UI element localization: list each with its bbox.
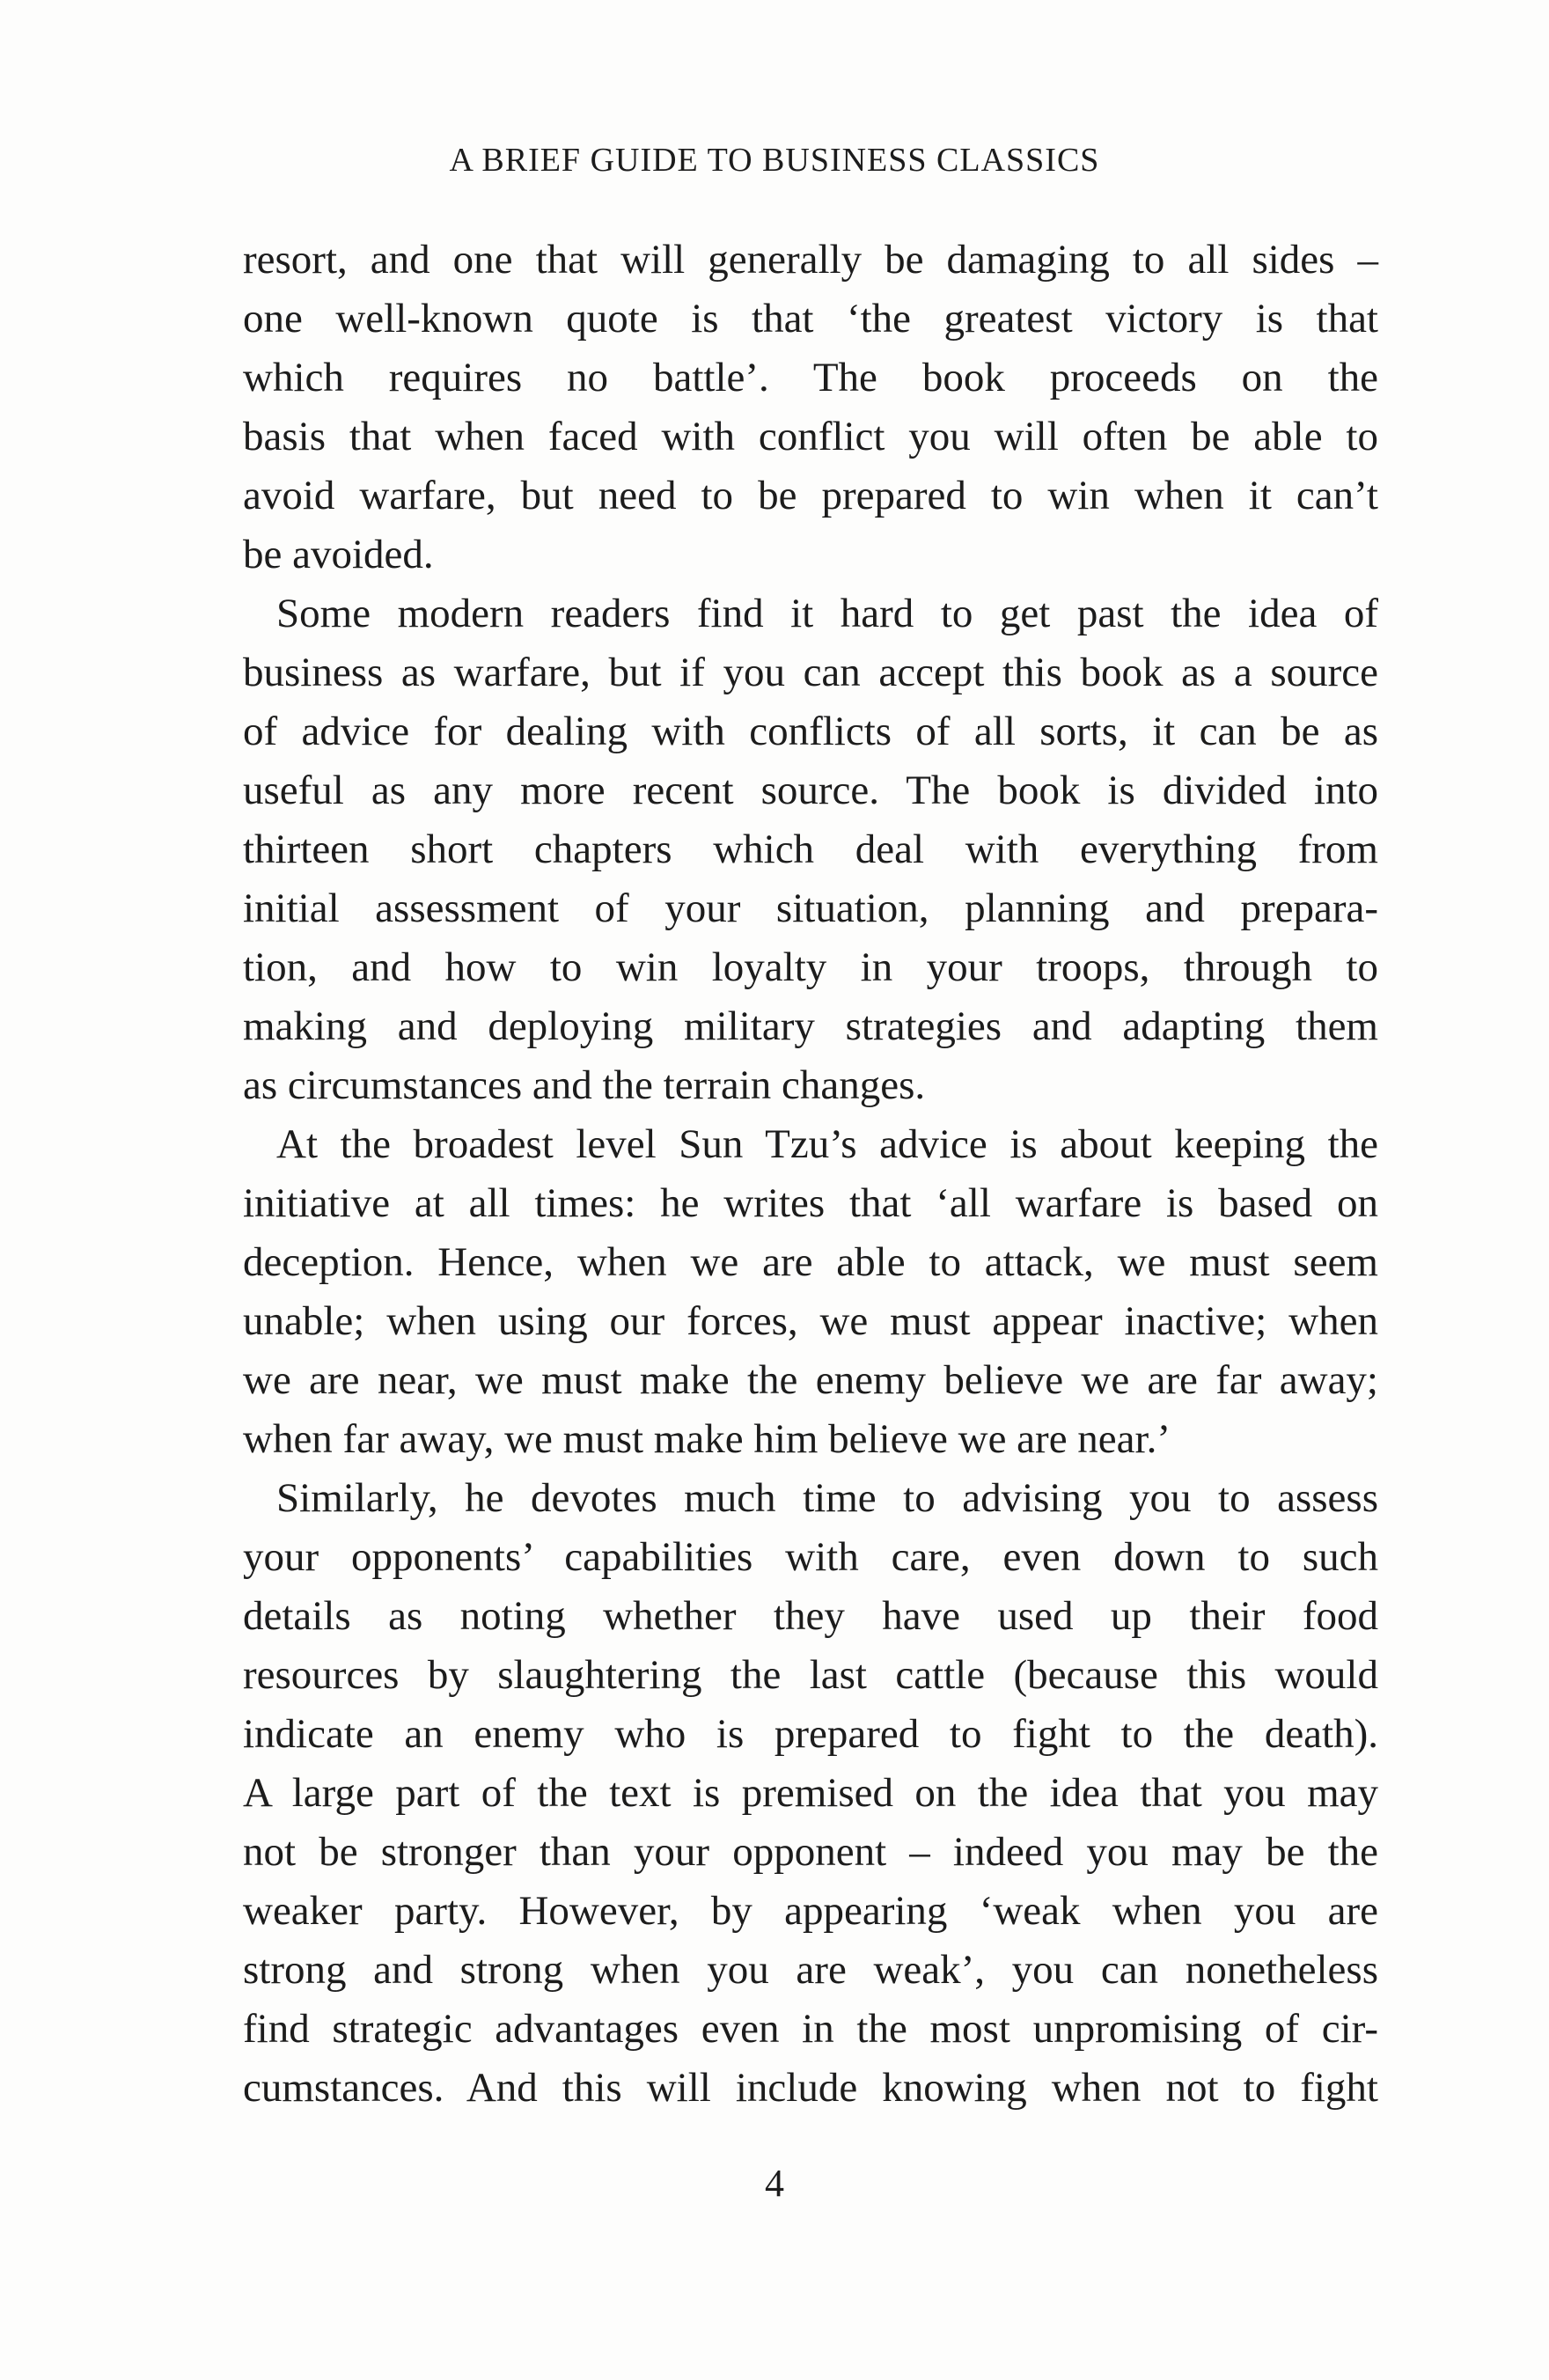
text-line: initial assessment of your situation, planning and prepara- <box>243 885 1378 931</box>
paragraph <box>243 584 1378 1115</box>
text-line: we are near, we must make the enemy believe we are far away; <box>243 1357 1378 1403</box>
text-line: basis that when faced with conflict you will often be able to <box>243 414 1378 459</box>
text-line: useful as any more recent source. The book is divided into <box>243 768 1378 813</box>
running-header: A BRIEF GUIDE TO BUSINESS CLASSICS <box>449 142 1100 179</box>
text-line: deception. Hence, when we are able to attack, we must seem <box>243 1239 1378 1285</box>
page-number: 4 <box>765 2162 784 2205</box>
text-line: when far away, we must make him believe we are near.’ <box>243 1416 1171 1462</box>
text-line: initiative at all times: he writes that ‘all warfare is based on <box>243 1180 1378 1226</box>
paragraph <box>243 1115 1378 1469</box>
text-line: be avoided. <box>243 532 434 577</box>
text-line: business as warfare, but if you can accept this book as a source <box>243 650 1378 695</box>
text-line: making and deploying military strategies and adapting them <box>243 1003 1378 1049</box>
text-line: one well-known quote is that ‘the greatest victory is that <box>243 296 1378 342</box>
text-line: your opponents’ capabilities with care, even down to such <box>243 1534 1378 1580</box>
text-line: of advice for dealing with conflicts of all sorts, it can be as <box>243 709 1378 754</box>
text-line: resources by slaughtering the last cattle (because this would <box>243 1652 1378 1698</box>
text-line: strong and strong when you are weak’, you can nonetheless <box>243 1947 1378 1993</box>
text-line: as circumstances and the terrain changes. <box>243 1062 926 1108</box>
text-line: cumstances. And this will include knowing when not to fight <box>243 2065 1378 2111</box>
text-line: resort, and one that will generally be damaging to all sides – <box>243 237 1378 283</box>
text-line: avoid warfare, but need to be prepared to win when it can’t <box>243 473 1378 518</box>
text-line: weaker party. However, by appearing ‘weak when you are <box>243 1888 1378 1934</box>
text-line: indicate an enemy who is prepared to fight to the death). <box>243 1711 1378 1757</box>
text-line: A large part of the text is premised on the idea that you may <box>243 1770 1378 1816</box>
text-line: unable; when using our forces, we must appear inactive; when <box>243 1298 1378 1344</box>
text-line: find strategic advantages even in the most unpromising of cir- <box>243 2006 1378 2052</box>
text-line: details as noting whether they have used up their food <box>243 1593 1378 1639</box>
paragraph <box>243 231 1378 584</box>
text-line: which requires no battle’. The book proceeds on the <box>243 355 1378 400</box>
text-line: At the broadest level Sun Tzu’s advice is about keeping the <box>276 1121 1378 1167</box>
text-line: Similarly, he devotes much time to advising you to assess <box>276 1475 1378 1521</box>
text-line: not be stronger than your opponent – indeed you may be the <box>243 1829 1378 1875</box>
body-text <box>243 231 1378 2118</box>
text-line: Some modern readers find it hard to get past the idea of <box>276 591 1378 636</box>
text-line: thirteen short chapters which deal with everything from <box>243 826 1378 872</box>
paragraph <box>243 1469 1378 2118</box>
text-line: tion, and how to win loyalty in your troops, through to <box>243 944 1378 990</box>
